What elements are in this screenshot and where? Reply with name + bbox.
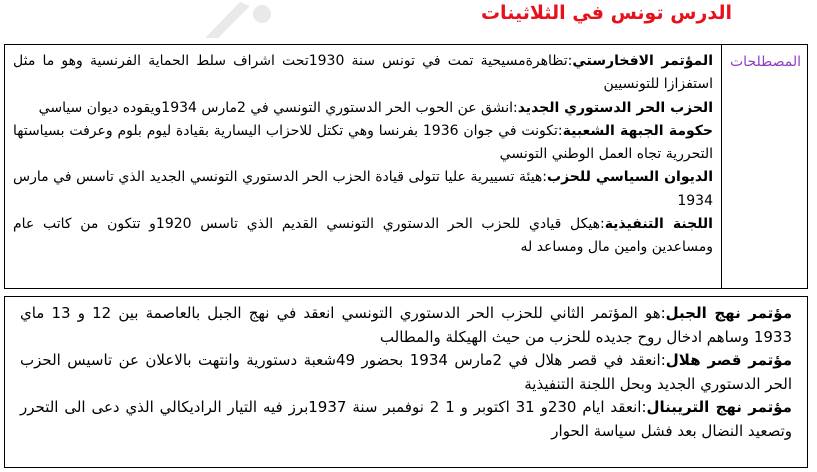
term-definition: :هيئة تسييرية عليا تتولى قيادة الحزب الحر الدستوري التونسي الجديد الذي تاسس في مارس 1934 [13, 169, 713, 209]
terms-table [4, 44, 808, 289]
term-item [13, 166, 713, 213]
terms-label: المصطلحات [721, 45, 807, 288]
congress-definition: :هو المؤتمر الثاني للحزب الحر الدستوري التونسي انعقد في نهج الجبل بالعاصمة بين 12 و 13 ماي 1933 وساهم ادخال روح جديده للحزب من حيث الهيكلة والمطالب [20, 304, 792, 346]
term-item [13, 120, 713, 167]
term-name: الديوان السياسي للحزب [547, 169, 713, 186]
term-name: الحزب الحر الدستوري الجديد [517, 99, 713, 116]
term-item [13, 97, 713, 120]
congress-definition: :انعقد ايام 230و 31 اكتوبر و 1 2 نوفمبر سنة 1937برز فيه التيار الراديكالي الذي دعى الى التحرر وتصعيد النضال بعد فشل سياسة الحوار [20, 398, 792, 440]
term-item [13, 50, 713, 97]
congress-item [20, 349, 792, 396]
congress-definition: :انعقد في قصر هلال في 2مارس 1934 بحضور 49شعبة دستورية وانتهت بالاعلان عن تاسيس الحزب الحر الدستوري الجديد وبحل اللجنة التنفيذية [20, 351, 792, 393]
term-name: اللجنة التنفيذية [604, 216, 713, 233]
congresses-box [4, 296, 808, 468]
term-item [13, 213, 713, 260]
congress-name: مؤتمر قصر هلال [665, 351, 792, 369]
congress-name: مؤتمر نهج الجبل [665, 304, 792, 322]
term-name: المؤتمر الافخارستي [572, 53, 713, 69]
term-definition: :هيكل قيادي للحزب الحر الدستوري التونسي القديم الذي تاسس 1920و تتكون من كاتب عام ومساعدين وامين مال ومساعد له [13, 216, 713, 256]
congress-item [20, 396, 792, 443]
term-definition: :انشق عن الحوب الحر الدستوري التونسي في 2مارس 1934ويقوده ديوان سياسي [38, 99, 518, 116]
lesson-title: الدرس تونس في الثلاثينات [480, 2, 732, 24]
terms-definitions [5, 45, 721, 288]
congress-name: مؤتمر نهج التريبنال [646, 398, 792, 416]
watermark-logo [200, 0, 290, 40]
term-definition: :تظاهرةمسيحية تمت في تونس سنة 1930تحت اشراف سلط الحماية الفرنسية وهو ما مثل استفزازا للتونسيين [13, 53, 713, 93]
congress-item [20, 302, 792, 349]
term-definition: :تكونت في جوان 1936 بفرنسا وهي تكتل للاحزاب اليسارية بقيادة ليوم بلوم وعرفت بسياستها التحررية تجاه العمل الوطني التونسي [13, 122, 713, 163]
term-name: حكومة الجبهة الشعبية [562, 122, 713, 139]
